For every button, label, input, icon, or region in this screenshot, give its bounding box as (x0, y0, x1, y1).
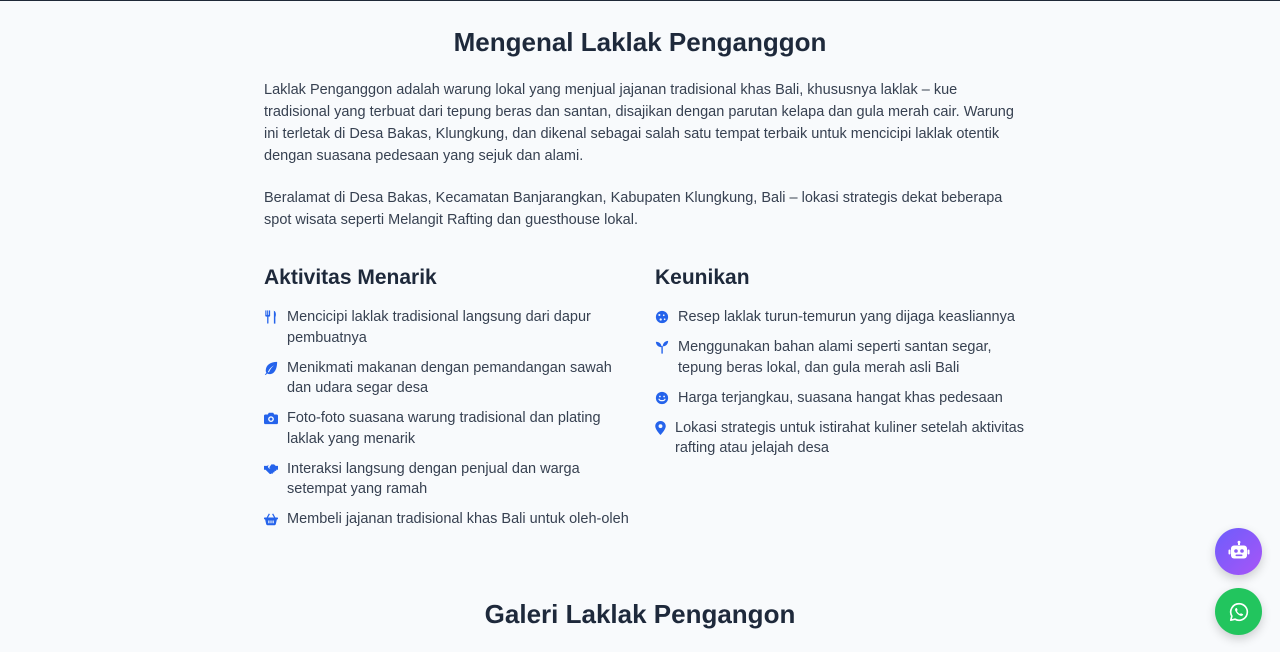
uniqueness-text-4: Lokasi strategis untuk istirahat kuliner setelah aktivitas rafting atau jelajah desa (675, 419, 1024, 456)
list-item (264, 509, 634, 530)
list-item (264, 358, 634, 399)
uniqueness-section (655, 265, 1025, 468)
uniqueness-text-1: Resep laklak turun-temurun yang dijaga keasliannya (678, 309, 1015, 325)
activity-text-5: Membeli jajanan tradisional khas Bali untuk oleh-oleh (287, 511, 629, 527)
camera-icon (264, 411, 278, 425)
smile-icon (655, 391, 669, 405)
activity-text-1: Mencicipi laklak tradisional langsung dari dapur pembuatnya (287, 309, 591, 346)
basket-icon (264, 512, 278, 526)
list-item (655, 307, 1025, 328)
activity-text-3: Foto-foto suasana warung tradisional dan plating laklak yang menarik (287, 410, 601, 447)
activities-title: Aktivitas Menarik (264, 266, 437, 289)
utensils-icon (264, 310, 278, 324)
about-title: Mengenal Laklak Penganggon (453, 27, 827, 57)
seedling-icon (655, 340, 669, 354)
cookie-icon (655, 310, 669, 324)
list-item (655, 388, 1025, 409)
activities-section (264, 265, 634, 539)
activities-list (264, 307, 634, 530)
list-item (655, 337, 1025, 378)
uniqueness-title: Keunikan (655, 266, 750, 289)
list-item (264, 307, 634, 348)
whatsapp-icon (1228, 601, 1250, 623)
list-item (655, 418, 1025, 459)
uniqueness-text-3: Harga terjangkau, suasana hangat khas pedesaan (678, 389, 1003, 406)
gallery-title: Galeri Laklak Pengangon (484, 599, 796, 629)
whatsapp-button[interactable] (1215, 588, 1262, 635)
list-item (264, 459, 634, 500)
activity-text-2: Menikmati makanan dengan pemandangan sawah dan udara segar desa (287, 359, 612, 396)
uniqueness-text-2: Menggunakan bahan alami seperti santan segar, tepung beras lokal, dan gula merah asli Bali (678, 339, 992, 376)
robot-icon (1227, 540, 1251, 564)
activity-text-4: Interaksi langsung dengan penjual dan warga setempat yang ramah (287, 460, 580, 497)
uniqueness-list (655, 307, 1025, 459)
handshake-icon (264, 462, 278, 476)
map-pin-icon (655, 421, 666, 435)
list-item (264, 408, 634, 449)
about-paragraph-2: Beralamat di Desa Bakas, Kecamatan Banjarangkan, Kabupaten Klungkung, Bali – lokasi strategis dekat beberapa spot wisata seperti Melangit Rafting dan guesthouse lokal. (264, 190, 1003, 228)
chatbot-button[interactable] (1215, 528, 1262, 575)
about-paragraph-1: Laklak Penganggon adalah warung lokal yang menjual jajanan tradisional khas Bali, khususnya laklak – kue tradisional yang terbuat dari tepung beras dan santan, disajikan dengan parutan kelapa dan gula merah cair. Warung ini terletak di Desa Bakas, Klungkung, dan dikenal sebagai salah satu tempat terbaik untuk mencicipi laklak otentik dengan suasana pedesaan yang sejuk dan alami. (264, 82, 1014, 164)
leaf-icon (264, 361, 278, 375)
